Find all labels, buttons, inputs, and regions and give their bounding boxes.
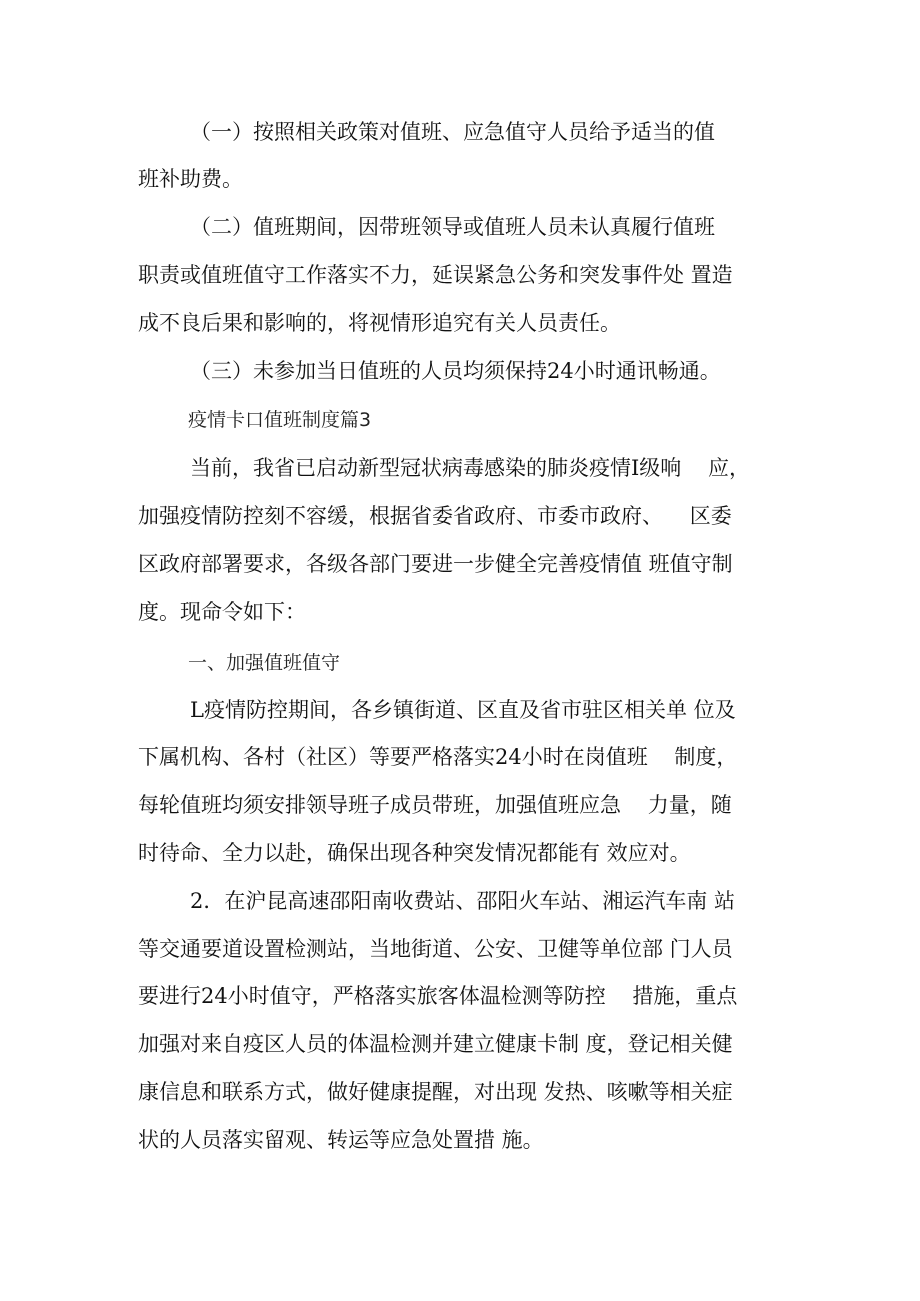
paragraph-line: 康信息和联系方式，做好健康提醒，对出现 发热、咳嗽等相关症: [138, 1080, 733, 1104]
paragraph-line: 时待命、全力以赴，确保出现各种突发情况都能有 效应对。: [138, 841, 691, 865]
paragraph-line: （三）未参加当日值班的人员均须保持24小时通讯畅通。: [190, 359, 721, 383]
paragraph-line: 加强对来自疫区人员的体温检测并建立健康卡制 度，登记相关健: [138, 1032, 733, 1056]
paragraph-line: 状的人员落实留观、转运等应急处置措 施。: [138, 1128, 544, 1152]
paragraph-line: 等交通要道设置检测站，当地街道、公安、卫健等单位部 门人员: [138, 937, 733, 961]
paragraph-line: 度。现命令如下：: [138, 600, 306, 624]
paragraph-line: 职责或值班值守工作落实不力，延误紧急公务和突发事件处 置造: [138, 263, 733, 287]
paragraph-line: 加强疫情防控刻不容缓，根据省委省政府、市委市政府、 区委: [138, 504, 732, 528]
paragraph-line: （一）按照相关政策对值班、应急值守人员给予适当的值: [190, 120, 715, 144]
paragraph-line: 区政府部署要求，各级各部门要进一步健全完善疫情值 班值守制: [138, 552, 733, 576]
paragraph-line: 班补助费。: [138, 167, 243, 191]
paragraph-line: 2．在沪昆高速邵阳南收费站、邵阳火车站、湘运汽车南 站: [190, 889, 736, 913]
paragraph-line: 当前，我省已启动新型冠状病毒感染的肺炎疫情I级响 应，: [190, 456, 750, 480]
paragraph-line: （二）值班期间，因带班领导或值班人员未认真履行值班: [190, 215, 715, 239]
paragraph-line: 要进行24小时值守，严格落实旅客体温检测等防控 措施，重点: [138, 984, 738, 1008]
paragraph-line: 成不良后果和影响的，将视情形追究有关人员责任。: [138, 311, 621, 335]
paragraph-line: 每轮值班均须安排领导班子成员带班，加强值班应急 力量，随: [138, 793, 732, 817]
section-heading: 一、加强值班值守: [188, 652, 341, 674]
paragraph-line: L疫情防控期间，各乡镇街道、区直及省市驻区相关单 位及: [190, 698, 736, 722]
paragraph-line: 下属机构、各村（社区）等要严格落实24小时在岗值班 制度，: [138, 745, 738, 769]
section-heading: 疫情卡口值班制度篇3: [188, 409, 372, 431]
